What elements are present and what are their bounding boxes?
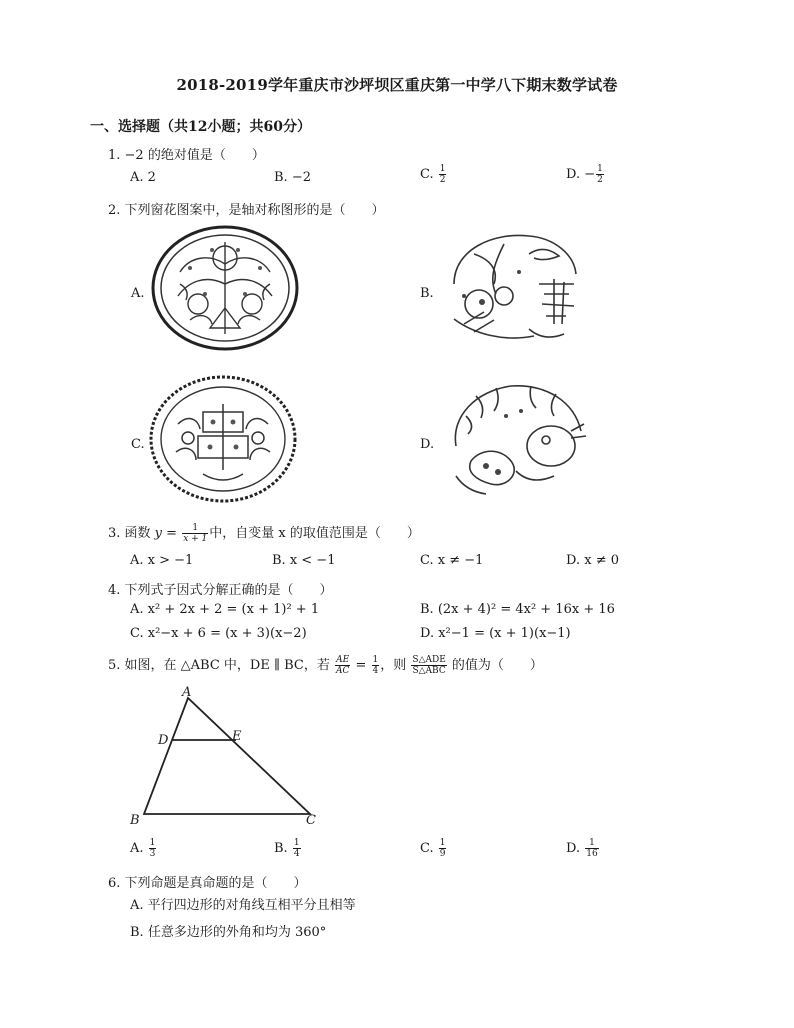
question-3-option-c: C. x ≠ −1 bbox=[420, 553, 484, 568]
question-4-option-d: D. x²−1 = (x + 1)(x−1) bbox=[420, 626, 571, 641]
paper-cut-image-b bbox=[434, 224, 584, 352]
section-heading: 一、选择题（共12小题；共60分） bbox=[90, 119, 311, 135]
fraction: $\frac{1}{2}$ bbox=[439, 164, 446, 185]
question-5-option-d: D. $\frac{1}{16}$ bbox=[566, 838, 598, 859]
question-2-stem: 2. 下列窗花图案中，是轴对称图形的是（ ） bbox=[108, 203, 385, 218]
triangle-figure bbox=[128, 684, 328, 834]
vertex-label-e: E bbox=[232, 729, 242, 744]
question-5-option-b: B. $\frac{1}{4}$ bbox=[274, 838, 300, 859]
question-2-option-c: C. bbox=[131, 437, 145, 452]
question-5-option-a: A. $\frac{1}{3}$ bbox=[130, 838, 156, 859]
fraction: $\frac{AE}{AC}$ bbox=[335, 655, 350, 676]
question-6-option-b: B. 任意多边形的外角和均为 360° bbox=[130, 925, 327, 940]
fraction: $\frac{1}{3}$ bbox=[149, 838, 156, 859]
question-4-option-a: A. x² + 2x + 2 = (x + 1)² + 1 bbox=[130, 602, 320, 617]
question-1-option-c: C. $\frac{1}{2}$ bbox=[420, 164, 446, 185]
page-title: 2018-2019学年重庆市沙坪坝区重庆第一中学八下期末数学试卷 bbox=[176, 76, 618, 94]
vertex-label-d: D bbox=[158, 733, 169, 748]
question-1-stem: 1. −2 的绝对值是（ ） bbox=[108, 148, 265, 163]
question-3-option-a: A. x > −1 bbox=[130, 553, 194, 568]
question-5-option-c: C. $\frac{1}{9}$ bbox=[420, 838, 446, 859]
question-1-option-a: A. 2 bbox=[130, 170, 156, 185]
question-3-stem: 3. 函数 y = $\frac{1}{x + 1}$ 中，自变量 x 的取值范围是（ ） bbox=[108, 523, 420, 544]
question-6-stem: 6. 下列命题是真命题的是（ ） bbox=[108, 876, 307, 891]
paper-cut-image-d bbox=[436, 376, 588, 502]
fraction: $\frac{1}{4}$ bbox=[372, 655, 379, 676]
question-2-option-a: A. bbox=[131, 286, 145, 301]
question-4-option-b: B. (2x + 4)² = 4x² + 16x + 16 bbox=[420, 602, 615, 617]
question-6-option-a: A. 平行四边形的对角线互相平分且相等 bbox=[130, 898, 356, 913]
question-3-option-d: D. x ≠ 0 bbox=[566, 553, 619, 568]
fraction: $\frac{1}{2}$ bbox=[597, 164, 603, 185]
fraction: $\frac{\text{S△ADE}}{\text{S△ABC}}$ bbox=[412, 655, 446, 676]
paper-cut-image-a bbox=[150, 224, 300, 352]
question-4-stem: 4. 下列式子因式分解正确的是（ ） bbox=[108, 583, 333, 598]
fraction: $\frac{1}{4}$ bbox=[293, 838, 300, 859]
question-5-stem: 5. 如图，在 △ABC 中，DE ∥ BC，若 $\frac{AE}{AC}$ = $\frac{1}{4}$ ，则 $\frac{\text{S△ADE}}{\text{S△ABC}}$ 的值为（ ） bbox=[108, 655, 543, 676]
vertex-label-c: C bbox=[306, 813, 316, 828]
vertex-label-a: A bbox=[182, 685, 192, 700]
question-4-option-c: C. x²−x + 6 = (x + 3)(x−2) bbox=[130, 626, 307, 641]
question-3-option-b: B. x < −1 bbox=[272, 553, 336, 568]
paper-cut-image-c bbox=[148, 374, 298, 504]
question-1-option-b: B. −2 bbox=[274, 170, 311, 185]
fraction: $\frac{1}{x + 1}$ bbox=[183, 523, 208, 544]
fraction: $\frac{1}{9}$ bbox=[439, 838, 446, 859]
vertex-label-b: B bbox=[130, 813, 140, 828]
question-2-option-d: D. bbox=[420, 437, 435, 452]
question-2-option-b: B. bbox=[420, 286, 434, 301]
question-1-option-d: D. − $\frac{1}{2}$ bbox=[566, 164, 603, 185]
fraction: $\frac{1}{16}$ bbox=[586, 838, 598, 859]
